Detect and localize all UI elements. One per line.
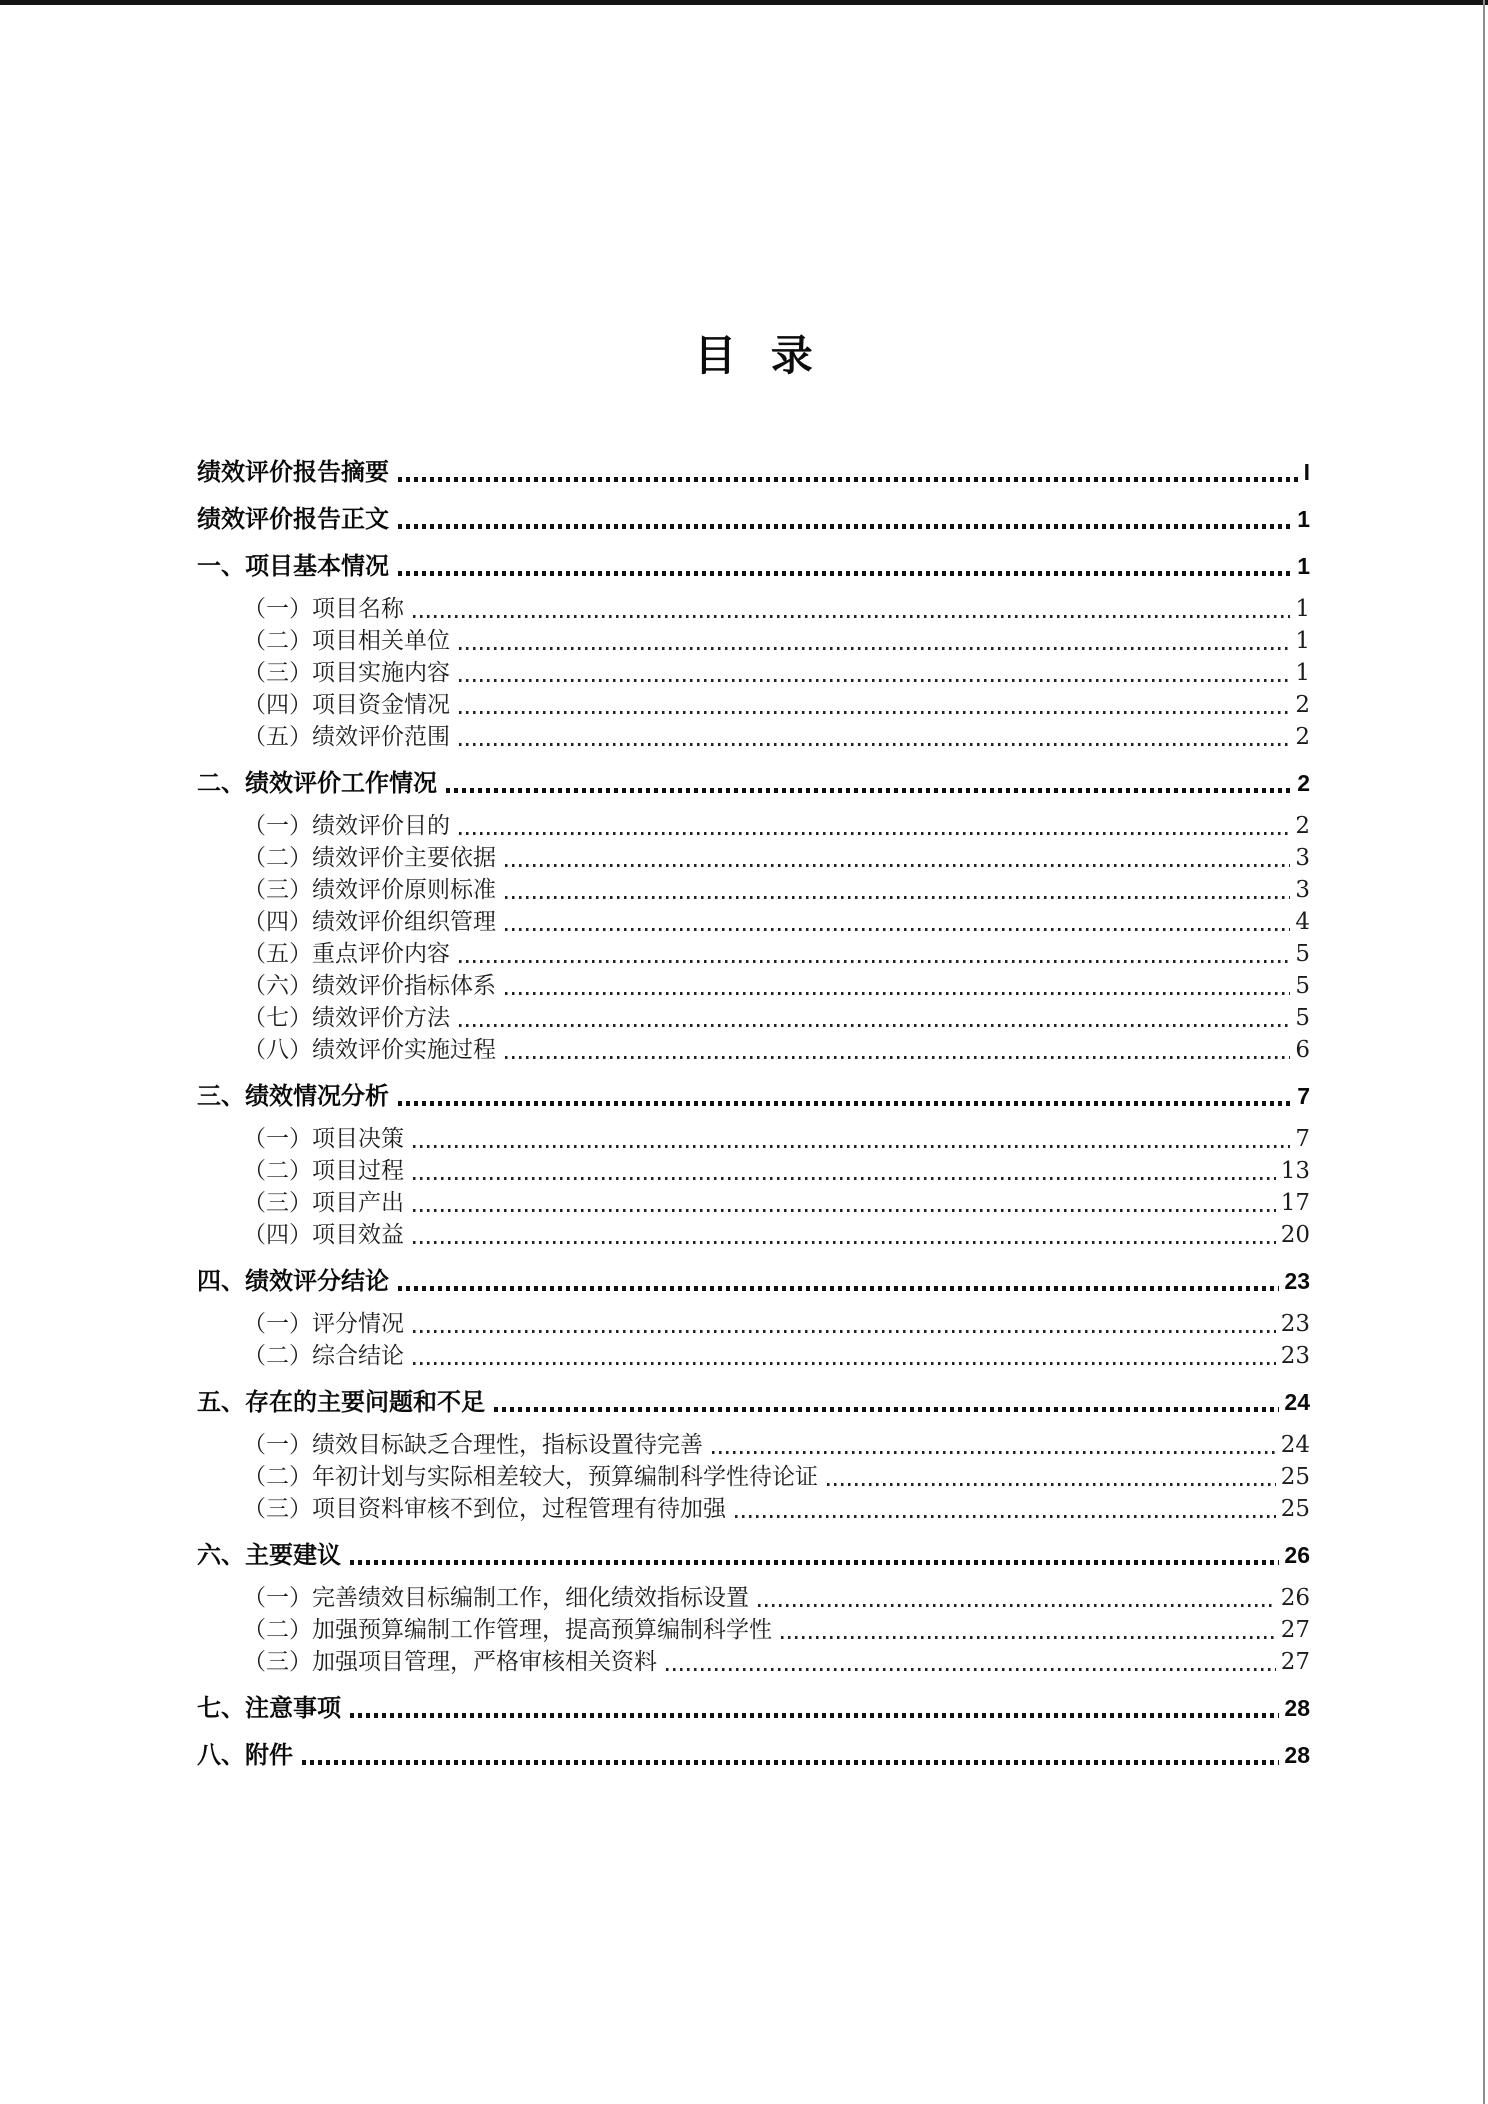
toc-entry-label: （五）绩效评价范围 bbox=[243, 724, 450, 750]
toc-entry-page: 5 bbox=[1295, 941, 1310, 967]
toc-entry[interactable] bbox=[197, 1002, 1310, 1034]
toc-entry-label: 四、绩效评分结论 bbox=[197, 1268, 389, 1295]
toc-entry[interactable] bbox=[197, 1187, 1310, 1219]
toc-entry-page: 2 bbox=[1295, 813, 1310, 839]
toc-entry-page: 1 bbox=[1295, 660, 1310, 686]
toc-entry[interactable] bbox=[197, 1493, 1310, 1525]
dotted-leader bbox=[459, 679, 1290, 682]
toc-entry-page: 20 bbox=[1280, 1222, 1310, 1248]
dotted-leader bbox=[398, 1101, 1292, 1106]
toc-entry-page: 1 bbox=[1297, 506, 1310, 532]
toc-entry[interactable] bbox=[197, 689, 1310, 721]
toc-title: 目 录 bbox=[694, 331, 823, 380]
toc-entry-page: 3 bbox=[1295, 845, 1310, 871]
toc-entry[interactable] bbox=[197, 456, 1310, 489]
toc-entry-page: 7 bbox=[1295, 1126, 1310, 1152]
toc-entry-label: （二）绩效评价主要依据 bbox=[243, 845, 496, 871]
dotted-leader bbox=[505, 992, 1290, 995]
toc-entry-page: 26 bbox=[1284, 1542, 1310, 1568]
toc-entry-page: 2 bbox=[1295, 692, 1310, 718]
toc-entry-page: 28 bbox=[1284, 1742, 1310, 1768]
dotted-leader bbox=[398, 1286, 1279, 1291]
toc-entry-label: （二）综合结论 bbox=[243, 1343, 404, 1369]
toc-entry[interactable] bbox=[197, 1155, 1310, 1187]
toc-entry-page: 24 bbox=[1280, 1432, 1310, 1458]
document-page bbox=[197, 0, 1310, 1782]
toc-entry[interactable] bbox=[197, 1308, 1310, 1340]
toc-entry-page: 24 bbox=[1284, 1389, 1310, 1415]
page-right-border bbox=[1483, 0, 1485, 2104]
toc-entry[interactable] bbox=[197, 1692, 1310, 1725]
toc-entry[interactable] bbox=[197, 1219, 1310, 1251]
toc-entry-label: （一）完善绩效目标编制工作，细化绩效指标设置 bbox=[243, 1585, 749, 1611]
toc-entry[interactable] bbox=[197, 970, 1310, 1002]
dotted-leader bbox=[494, 1407, 1279, 1412]
toc-entry-label: （一）项目名称 bbox=[243, 596, 404, 622]
toc-entry[interactable] bbox=[197, 1429, 1310, 1461]
toc-entry-label: （一）绩效目标缺乏合理性，指标设置待完善 bbox=[243, 1432, 703, 1458]
toc-entry-label: 三、绩效情况分析 bbox=[197, 1083, 389, 1110]
toc-entry-label: 绩效评价报告摘要 bbox=[197, 459, 389, 486]
toc-entry[interactable] bbox=[197, 625, 1310, 657]
dotted-leader bbox=[505, 928, 1290, 931]
toc-entry[interactable] bbox=[197, 1265, 1310, 1298]
dotted-leader bbox=[827, 1483, 1276, 1486]
dotted-leader bbox=[459, 832, 1290, 835]
dotted-leader bbox=[413, 1177, 1276, 1180]
toc-entry-page: 25 bbox=[1280, 1464, 1310, 1490]
toc-entry-page: 1 bbox=[1295, 628, 1310, 654]
toc-entry-page: 5 bbox=[1295, 973, 1310, 999]
toc-entry-page: 23 bbox=[1284, 1268, 1310, 1294]
toc-entry-label: （三）项目实施内容 bbox=[243, 660, 450, 686]
toc-entry-page: 23 bbox=[1280, 1311, 1310, 1337]
toc-entry[interactable] bbox=[197, 810, 1310, 842]
toc-entry-page: 25 bbox=[1280, 1496, 1310, 1522]
toc-entry[interactable] bbox=[197, 550, 1310, 583]
toc-entry[interactable] bbox=[197, 1539, 1310, 1572]
dotted-leader bbox=[446, 788, 1292, 793]
toc-entry-label: （三）加强项目管理，严格审核相关资料 bbox=[243, 1649, 657, 1675]
dotted-leader bbox=[505, 896, 1290, 899]
toc-entry[interactable] bbox=[197, 767, 1310, 800]
toc-entry-page: 27 bbox=[1280, 1649, 1310, 1675]
toc-entry-label: 八、附件 bbox=[197, 1742, 293, 1769]
toc-entry-label: （一）绩效评价目的 bbox=[243, 813, 450, 839]
toc-entry-page: 13 bbox=[1280, 1158, 1310, 1184]
dotted-leader bbox=[459, 960, 1290, 963]
toc-entry[interactable] bbox=[197, 1034, 1310, 1066]
toc-entry[interactable] bbox=[197, 874, 1310, 906]
toc-entry-label: （一）项目决策 bbox=[243, 1126, 404, 1152]
dotted-leader bbox=[459, 647, 1290, 650]
toc-entry-label: （二）项目相关单位 bbox=[243, 628, 450, 654]
toc-entry-page: 17 bbox=[1280, 1190, 1310, 1216]
toc-entry-page: 5 bbox=[1295, 1005, 1310, 1031]
dotted-leader bbox=[350, 1713, 1279, 1718]
toc-entry-page: 4 bbox=[1295, 909, 1310, 935]
toc-entry-page: I bbox=[1303, 459, 1310, 485]
toc-entry-page: 7 bbox=[1297, 1083, 1310, 1109]
toc-entry-label: 二、绩效评价工作情况 bbox=[197, 770, 437, 797]
toc-entry-label: （七）绩效评价方法 bbox=[243, 1005, 450, 1031]
toc-entry[interactable] bbox=[197, 1461, 1310, 1493]
toc-entry[interactable] bbox=[197, 1080, 1310, 1113]
dotted-leader bbox=[398, 524, 1292, 529]
toc-entry-page: 27 bbox=[1280, 1617, 1310, 1643]
toc-entry-label: （一）评分情况 bbox=[243, 1311, 404, 1337]
dotted-leader bbox=[413, 1362, 1276, 1365]
toc-entry-page: 6 bbox=[1295, 1037, 1310, 1063]
toc-entry-label: （四）绩效评价组织管理 bbox=[243, 909, 496, 935]
dotted-leader bbox=[459, 1024, 1290, 1027]
dotted-leader bbox=[666, 1668, 1276, 1671]
toc-entry-label: （三）项目资料审核不到位，过程管理有待加强 bbox=[243, 1496, 726, 1522]
toc-entry[interactable] bbox=[197, 1646, 1310, 1678]
dotted-leader bbox=[459, 711, 1290, 714]
dotted-leader bbox=[758, 1604, 1276, 1607]
toc-entry-label: 六、主要建议 bbox=[197, 1542, 341, 1569]
toc-entry[interactable] bbox=[197, 1386, 1310, 1419]
toc-entry-page: 23 bbox=[1280, 1343, 1310, 1369]
toc-entry-label: （三）项目产出 bbox=[243, 1190, 404, 1216]
toc-entry[interactable] bbox=[197, 721, 1310, 753]
dotted-leader bbox=[413, 1330, 1276, 1333]
toc-entry[interactable] bbox=[197, 1739, 1310, 1772]
toc-entry[interactable] bbox=[197, 906, 1310, 938]
toc-entry-page: 26 bbox=[1280, 1585, 1310, 1611]
toc-entry[interactable] bbox=[197, 938, 1310, 970]
toc-entry-label: （八）绩效评价实施过程 bbox=[243, 1037, 496, 1063]
toc-entry-label: （二）项目过程 bbox=[243, 1158, 404, 1184]
toc-entry-page: 1 bbox=[1297, 553, 1310, 579]
toc-entry[interactable] bbox=[197, 842, 1310, 874]
toc-entry-label: （三）绩效评价原则标准 bbox=[243, 877, 496, 903]
dotted-leader bbox=[398, 571, 1292, 576]
toc-entry-label: （四）项目资金情况 bbox=[243, 692, 450, 718]
toc-entry[interactable] bbox=[197, 1123, 1310, 1155]
toc-entry-label: 一、项目基本情况 bbox=[197, 553, 389, 580]
dotted-leader bbox=[413, 1145, 1290, 1148]
toc-entry-label: 绩效评价报告正文 bbox=[197, 506, 389, 533]
toc-entry-label: 七、注意事项 bbox=[197, 1695, 341, 1722]
toc-entry-page: 2 bbox=[1295, 724, 1310, 750]
toc-entry-label: （六）绩效评价指标体系 bbox=[243, 973, 496, 999]
toc-entry-label: （五）重点评价内容 bbox=[243, 941, 450, 967]
dotted-leader bbox=[459, 743, 1290, 746]
toc-entry-label: （二）年初计划与实际相差较大，预算编制科学性待论证 bbox=[243, 1464, 818, 1490]
dotted-leader bbox=[505, 864, 1290, 867]
dotted-leader bbox=[505, 1056, 1290, 1059]
dotted-leader bbox=[781, 1636, 1276, 1639]
dotted-leader bbox=[413, 615, 1290, 618]
toc-entry-page: 1 bbox=[1295, 596, 1310, 622]
toc-entry-label: （二）加强预算编制工作管理，提高预算编制科学性 bbox=[243, 1617, 772, 1643]
toc-list bbox=[197, 456, 1310, 1772]
toc-entry[interactable] bbox=[197, 657, 1310, 689]
toc-entry-label: 五、存在的主要问题和不足 bbox=[197, 1389, 485, 1416]
dotted-leader bbox=[735, 1515, 1276, 1518]
toc-entry[interactable] bbox=[197, 503, 1310, 536]
dotted-leader bbox=[302, 1760, 1279, 1765]
toc-entry-page: 2 bbox=[1297, 770, 1310, 796]
toc-entry-page: 28 bbox=[1284, 1695, 1310, 1721]
dotted-leader bbox=[398, 477, 1299, 482]
dotted-leader bbox=[413, 1209, 1276, 1212]
toc-entry-page: 3 bbox=[1295, 877, 1310, 903]
toc-entry[interactable] bbox=[197, 1340, 1310, 1372]
toc-entry[interactable] bbox=[197, 593, 1310, 625]
dotted-leader bbox=[712, 1451, 1276, 1454]
dotted-leader bbox=[413, 1241, 1276, 1244]
toc-entry-label: （四）项目效益 bbox=[243, 1222, 404, 1248]
toc-entry[interactable] bbox=[197, 1614, 1310, 1646]
dotted-leader bbox=[350, 1560, 1279, 1565]
toc-entry[interactable] bbox=[197, 1582, 1310, 1614]
